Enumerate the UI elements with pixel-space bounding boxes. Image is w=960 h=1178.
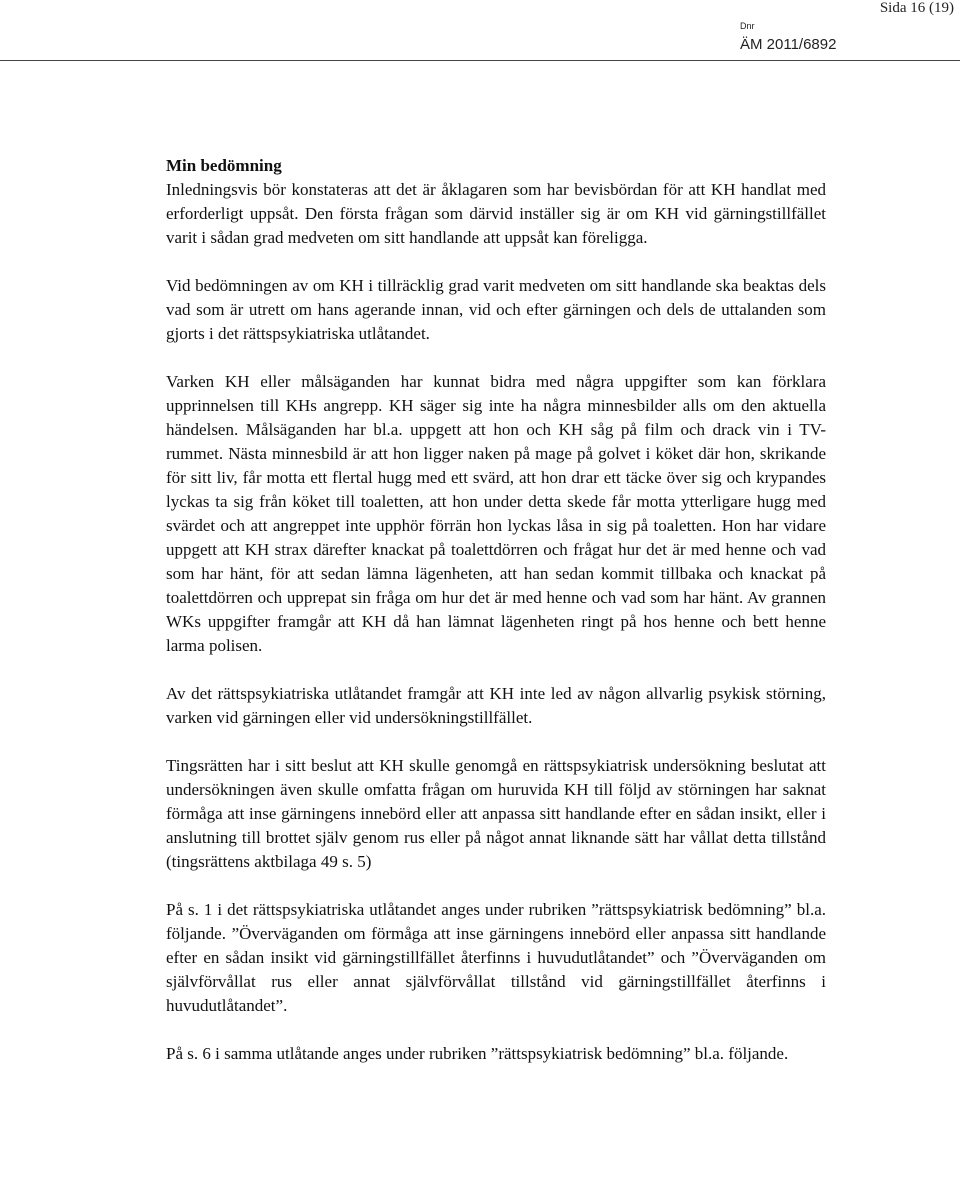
paragraph: Varken KH eller målsäganden har kunnat bidra med några uppgifter som kan förklara upprinnelsen till KHs angrepp. KH säger sig inte ha några minnesbilder alls om den aktuella händelsen. Målsäganden har bl.a. uppgett att hon och KH såg på film och drack vin i TV-rummet. Nästa minnesbild är att hon ligger naken på mage på golvet i köket där hon, skrikande för sitt liv, får motta ett flertal hugg med ett svärd, att hon drar ett täcke över sig och krypandes lyckas ta sig från köket till toaletten, att hon under detta skede får motta ytterligare hugg med svärdet och att angreppet inte upphör förrän hon lyckas låsa in sig på toaletten. Hon har vidare uppgett att KH strax därefter knackat på toalettdörren och frågat hur det är med henne och vad som har hänt, för att sedan lämna lägenheten, att han sedan kommit tillbaka och knackat på toalettdörren och upprepat sin fråga om hur det är med henne och vad som har hänt. Av grannen WKs uppgifter framgår att KH då han lämnat lägenheten ringt på hos henne och bett henne larma polisen.: [166, 372, 826, 655]
header-divider: [0, 60, 960, 61]
paragraph-text: Inledningsvis bör konstateras att det är åklagaren som har bevisbördan för att KH handlat med erforderligt uppsåt. Den första frågan som därvid inställer sig är om KH vid gärningstillfället varit i sådan grad medveten om sitt handlande att uppsåt kan föreligga.: [166, 180, 826, 247]
dnr-label: Dnr: [740, 21, 755, 31]
paragraph: På s. 6 i samma utlåtande anges under rubriken ”rättspsykiatrisk bedömning” bl.a. följande.: [166, 1044, 789, 1063]
section-heading: Min bedömning: [166, 156, 282, 175]
paragraph: Av det rättspsykiatriska utlåtandet framgår att KH inte led av någon allvarlig psykisk störning, varken vid gärningen eller vid undersökningstillfället.: [166, 684, 826, 727]
paragraph-intro: [166, 154, 826, 250]
document-body: [166, 154, 826, 1090]
page-number: Sida 16 (19): [879, 0, 954, 16]
dnr-value: ÄM 2011/6892: [740, 36, 837, 53]
paragraph: Tingsrätten har i sitt beslut att KH skulle genomgå en rättspsykiatrisk undersökning beslutat att undersökningen även skulle omfatta frågan om huruvida KH till följd av störningen har saknat förmåga att inse gärningens innebörd eller att anpassa sitt handlande efter en sådan insikt, eller i anslutning till brottet själv genom rus eller på något annat liknande sätt har vållat detta tillstånd (tingsrättens aktbilaga 49 s. 5): [166, 756, 826, 871]
paragraph: Vid bedömningen av om KH i tillräcklig grad varit medveten om sitt handlande ska beaktas dels vad som är utrett om hans agerande innan, vid och efter gärningen och dels de uttalanden som gjorts i det rättspsykiatriska utlåtandet.: [166, 276, 826, 343]
paragraph: På s. 1 i det rättspsykiatriska utlåtandet anges under rubriken ”rättspsykiatrisk bedömning” bl.a. följande. ”Överväganden om förmåga att inse gärningens innebörd eller anpassa sitt handlande efter en sådan insikt vid gärningstillfället återfinns i huvudutlåtandet” och ”Överväganden om självförvållat rus eller annat självförvållat tillstånd vid gärningstillfället återfinns i huvudutlåtandet”.: [166, 900, 826, 1015]
